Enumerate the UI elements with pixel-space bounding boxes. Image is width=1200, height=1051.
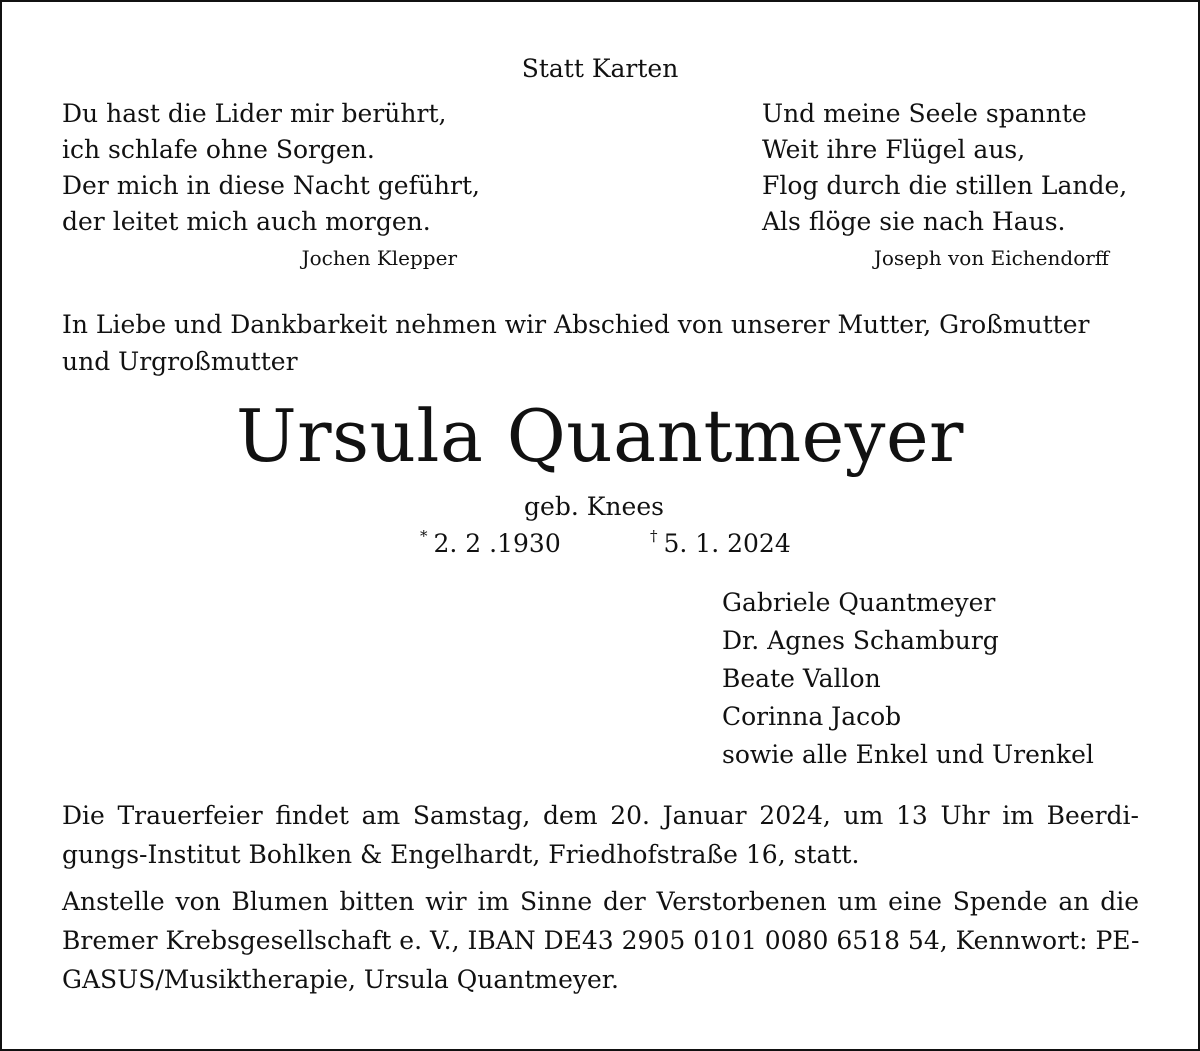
death-date-value: 5. 1. 2024 [663,529,791,558]
donation-text [62,882,1139,999]
intro-line: und Urgroßmutter [62,347,298,376]
poem-left-line: der leitet mich auch morgen. [62,207,431,236]
mourner-name: Gabriele Quantmeyer [722,588,996,617]
birth-date [420,527,561,558]
mourner-name: Beate Vallon [722,664,881,693]
mourners-list [722,584,1094,774]
donation-line: GASUS/Musiktherapie, Ursula Quantmeyer. [62,965,619,994]
poem-left [62,96,480,240]
poem-left-author: Jochen Klepper [301,246,457,270]
birth-name: geb. Knees [524,492,664,521]
poem-right-line: Als flöge sie nach Haus. [762,207,1066,236]
donation-line: Anstelle von Blumen bitten wir im Sinne der Verstorbenen um eine Spende an die [62,887,1139,916]
mourner-name: Corinna Jacob [722,702,902,731]
mourner-name: sowie alle Enkel und Urenkel [722,740,1094,769]
deceased-name: Ursula Quantmeyer [236,394,964,478]
poem-left-line: Du hast die Lider mir berührt, [62,99,447,128]
death-cross-icon: † [650,527,658,545]
birth-star-icon: * [420,527,428,545]
poem-right-author: Joseph von Eichendorff [873,246,1109,270]
poem-right-line: Flog durch die stillen Lande, [762,171,1128,200]
ceremony-line: Die Trauerfeier findet am Samstag, dem 20. Januar 2024, um 13 Uhr im Beerdi- [62,801,1139,830]
birth-date-value: 2. 2 .1930 [433,529,561,558]
poem-right-line: Und meine Seele spannte [762,99,1087,128]
poem-left-line: Der mich in diese Nacht geführt, [62,171,480,200]
ceremony-line: gungs-Institut Bohlken & Engelhardt, Friedhofstraße 16, statt. [62,840,860,869]
statt-karten-heading: Statt Karten [521,54,679,83]
death-date [650,527,791,558]
mourner-name: Dr. Agnes Schamburg [722,626,999,655]
intro-line: In Liebe und Dankbarkeit nehmen wir Abschied von unserer Mutter, Großmutter [62,310,1090,339]
poem-left-line: ich schlafe ohne Sorgen. [62,135,375,164]
poem-right [762,96,1127,240]
donation-line: Bremer Krebsgesellschaft e. V., IBAN DE43 2905 0101 0080 6518 54, Kennwort: PE- [62,926,1140,955]
ceremony-text [62,796,1139,874]
poem-right-line: Weit ihre Flügel aus, [762,135,1026,164]
